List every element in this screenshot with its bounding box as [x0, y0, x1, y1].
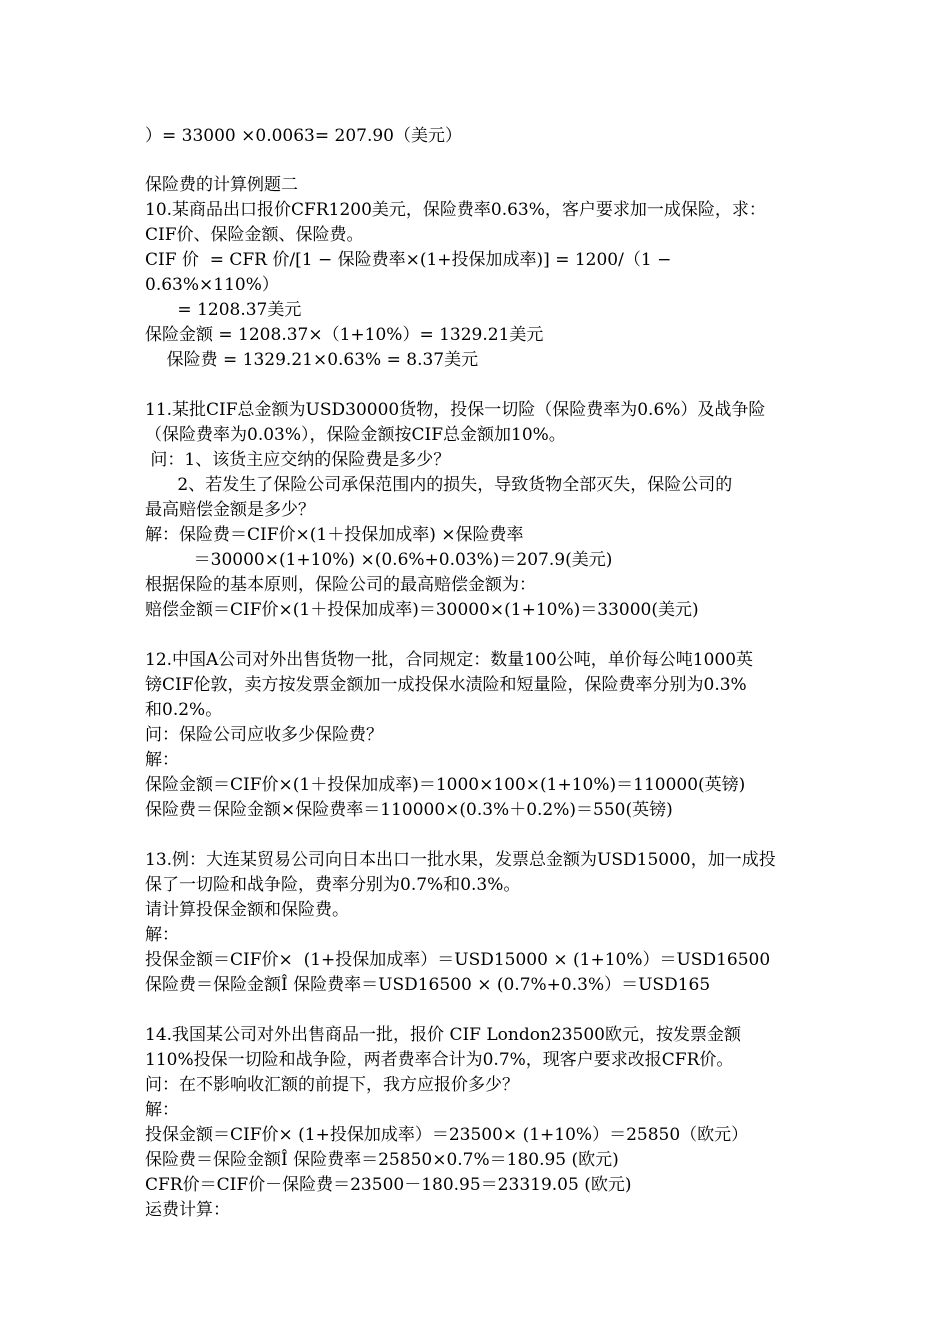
text-line: 保险费 = 1329.21×0.63% = 8.37美元 [145, 350, 479, 370]
text-line: 110%投保一切险和战争险，两者费率合计为0.7%，现客户要求改报CFR价。 [145, 1050, 734, 1070]
text-line: CFR价＝CIF价－保险费＝23500－180.95＝23319.05 (欧元) [145, 1175, 632, 1195]
text-line: 保了一切险和战争险，费率分别为0.7%和0.3%。 [145, 875, 521, 895]
text-line: 最高赔偿金额是多少？ [145, 500, 315, 520]
text-line: 13.例：大连某贸易公司向日本出口一批水果，发票总金额为USD15000，加一成投 [145, 850, 776, 870]
text-line: 投保金额＝CIF价× (1+投保加成率）＝23500× (1+10%）＝25850（欧元） [145, 1125, 749, 1145]
text-line: 解： [145, 925, 179, 945]
text-line: 镑CIF伦敦，卖方按发票金额加一成投保水渍险和短量险，保险费率分别为0.3% [145, 675, 747, 695]
text-line: 保险金额 = 1208.37×（1+10%）= 1329.21美元 [145, 325, 544, 345]
section-title: 保险费的计算例题二 [145, 175, 298, 195]
text-line: CIF价、保险金额、保险费。 [145, 225, 364, 245]
text-line: 0.63%×110%） [145, 275, 279, 295]
text-line: 运费计算： [145, 1200, 230, 1220]
text-line: 请计算投保金额和保险费。 [145, 900, 349, 920]
text-line: 11.某批CIF总金额为USD30000货物，投保一切险（保险费率为0.6%）及战争险 [145, 400, 766, 420]
text-line: 解： [145, 750, 179, 770]
text-line: 和0.2%。 [145, 700, 223, 720]
text-line: 投保金额＝CIF价× (1+投保加成率）＝USD15000 × (1+10%）＝USD16500 [145, 950, 771, 970]
text-line: 问：1、该货主应交纳的保险费是多少？ [145, 450, 451, 470]
text-line: = 1208.37美元 [145, 300, 302, 320]
text-line: ＝30000×(1+10%) ×(0.6%+0.03%)＝207.9(美元) [145, 550, 613, 570]
text-line: 12.中国A公司对外出售货物一批，合同规定：数量100公吨，单价每公吨1000英 [145, 650, 754, 670]
text-line: 问：在不影响收汇额的前提下，我方应报价多少？ [145, 1075, 519, 1095]
text-line: 解： [145, 1100, 179, 1120]
text-line: 保险费＝保险金额×保险费率＝110000×(0.3%＋0.2%)＝550(英镑) [145, 800, 673, 820]
text-line: 保险费＝保险金额Î 保险费率＝25850×0.7%＝180.95 (欧元) [145, 1150, 619, 1170]
text-line: 保险金额＝CIF价×(1＋投保加成率)＝1000×100×(1+10%)＝110000(英镑) [145, 775, 746, 795]
text-line: 根据保险的基本原则，保险公司的最高赔偿金额为： [145, 575, 536, 595]
text-line: （保险费率为0.03%），保险金额按CIF总金额加10%。 [145, 425, 566, 445]
text-line: 解：保险费＝CIF价×(1＋投保加成率) ×保险费率 [145, 525, 524, 545]
text-line: CIF 价 = CFR 价/[1 − 保险费率×(1+投保加成率)] = 1200/（1 − [145, 250, 672, 270]
text-line: ）= 33000 ×0.0063= 207.90（美元） [145, 126, 462, 146]
text-line: 赔偿金额＝CIF价×(1＋投保加成率)＝30000×(1+10%)＝33000(美元) [145, 600, 699, 620]
text-line: 2、若发生了保险公司承保范围内的损失，导致货物全部灭失，保险公司的 [145, 475, 733, 495]
text-line: 保险费＝保险金额Î 保险费率＝USD16500 × (0.7%+0.3%）＝USD165 [145, 975, 711, 995]
text-line: 14.我国某公司对外出售商品一批，报价 CIF London23500欧元，按发票金额 [145, 1025, 741, 1045]
text-line: 问：保险公司应收多少保险费？ [145, 725, 383, 745]
text-line: 10.某商品出口报价CFR1200美元，保险费率0.63%，客户要求加一成保险，求： [145, 200, 766, 220]
